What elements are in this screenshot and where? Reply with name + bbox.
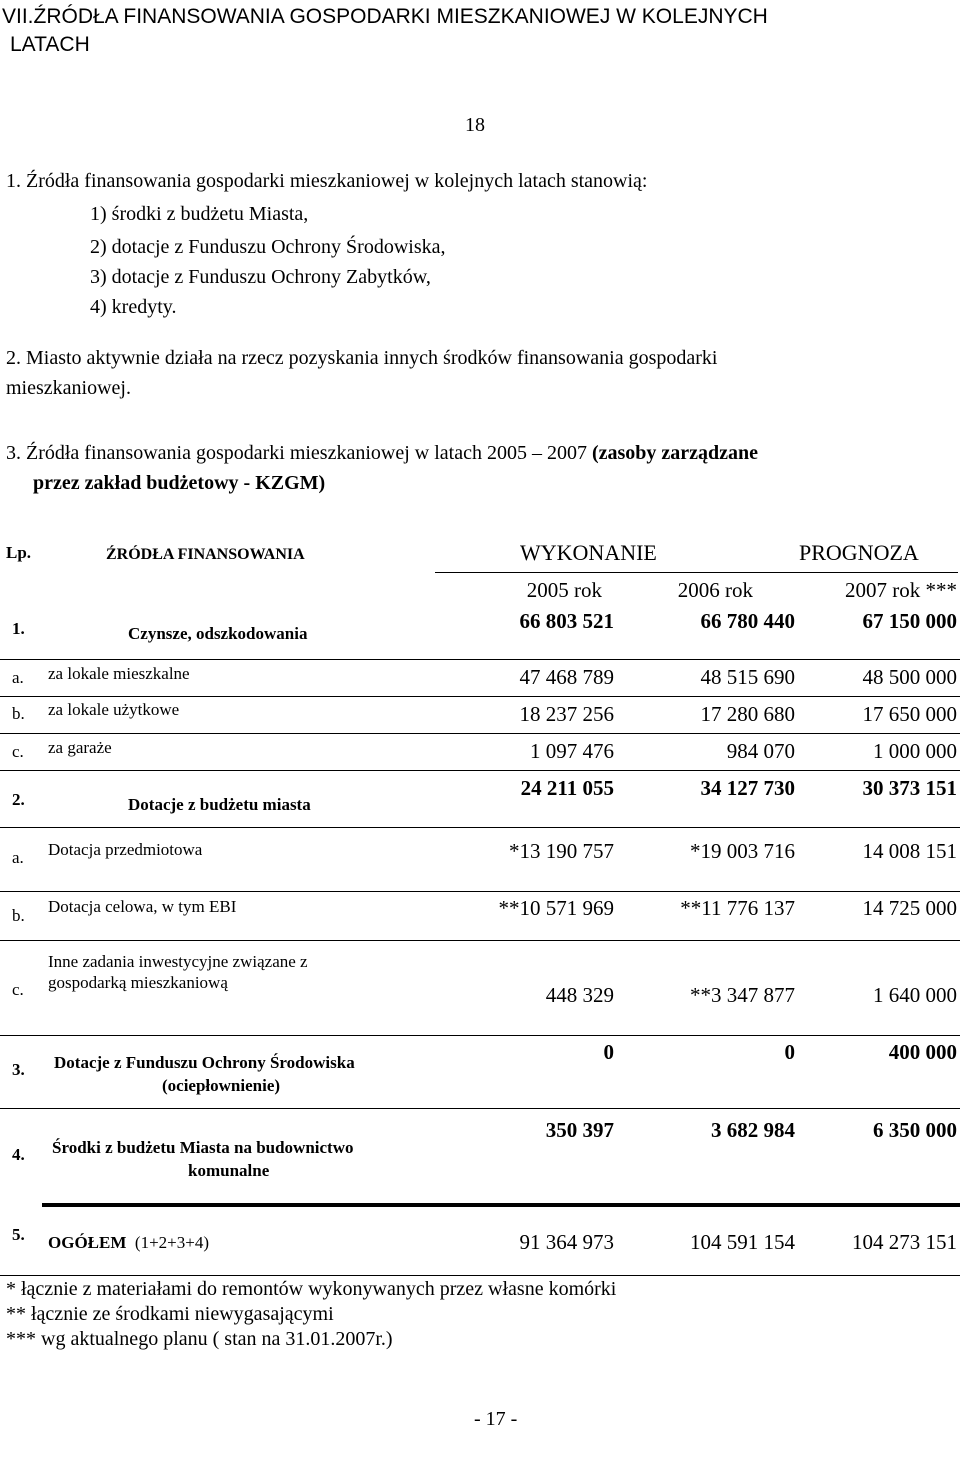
row2a-divider [0,891,960,892]
row2a-lp: a. [12,848,24,867]
row5-2006: 104 591 154 [690,1230,795,1254]
row2b-2007: 14 725 000 [862,896,957,920]
row1b-lp: b. [12,704,25,723]
row2c-2005: 448 329 [545,983,614,1007]
row3-label-line1: Dotacje z Funduszu Ochrony Środowiska [54,1053,355,1072]
point3-bold: (zasoby zarządzane [591,442,759,464]
row4-2006: 3 682 984 [711,1118,795,1142]
row1a-label: za lokale mieszkalne [48,664,190,683]
row3-divider [0,1108,960,1109]
row3-label-line2: (ociepłownienie) [162,1076,281,1095]
row1-divider [0,659,960,660]
row2a-label: Dotacja przedmiotowa [48,840,203,859]
point2-line1: 2. Miasto aktywnie działa na rzecz pozyskania innych środków finansowania gospodarki [6,347,718,369]
section-title-line1: VII.ŹRÓDŁA FINANSOWANIA GOSPODARKI MIESZKANIOWEJ W KOLEJNYCH [2,5,768,28]
point2-line2: mieszkaniowej. [6,377,131,399]
row1a-2006: 48 515 690 [700,665,795,689]
row1c-label: za garaże [48,738,112,757]
row2-2005: 24 211 055 [520,776,614,800]
page-marker: 18 [465,114,485,136]
row4-2007: 6 350 000 [873,1118,957,1142]
row1c-divider [0,770,960,771]
row5-2007: 104 273 151 [852,1230,957,1254]
footnote-3: *** wg aktualnego planu ( stan na 31.01.2007r.) [6,1328,393,1350]
row1a-lp: a. [12,668,24,687]
row1-label: Czynsze, odszkodowania [128,624,308,643]
row4-label-line2: komunalne [188,1161,270,1180]
row2b-2005: **10 571 969 [498,896,614,920]
header-lp: Lp. [6,543,32,562]
total-suffix: (1+2+3+4) [134,1233,209,1252]
header-year-2005: 2005 rok [526,578,602,602]
row2c-label-line2: gospodarką mieszkaniową [48,973,228,992]
section-title-line2: LATACH [10,33,90,56]
row1b-2007: 17 650 000 [862,702,957,726]
header-divider [435,572,958,573]
row3-2005: 0 [603,1040,614,1064]
point1-item-3: 3) dotacje z Funduszu Ochrony Zabytków, [90,266,431,288]
header-source: ŹRÓDŁA FINANSOWANIA [106,546,305,563]
row1b-2006: 17 280 680 [700,702,795,726]
point1-text: 1. Źródła finansowania gospodarki mieszkaniowej w kolejnych latach stanowią: [6,170,648,192]
row2-2007: 30 373 151 [862,776,957,800]
header-year-2006: 2006 rok [677,578,753,602]
point3-line2: przez zakład budżetowy - KZGM) [33,472,326,494]
row1b-label: za lokale użytkowe [48,700,180,719]
row2-2006: 34 127 730 [700,776,795,800]
point1-item-2: 2) dotacje z Funduszu Ochrony Środowiska, [90,236,446,258]
row2b-divider [0,940,960,941]
header-forecast: PROGNOZA [799,540,919,565]
row1b-divider [0,733,960,734]
row3-2006: 0 [784,1040,795,1064]
row1c-lp: c. [12,742,24,761]
row1a-divider [0,696,960,697]
row2c-divider [0,1035,960,1036]
point1-item-4: 4) kredyty. [90,296,177,318]
footnote-2: ** łącznie ze środkami niewygasającymi [6,1303,334,1325]
row2-divider [0,827,960,828]
row2-label: Dotacje z budżetu miasta [128,795,311,814]
row1c-2006: 984 070 [726,739,795,763]
header-execution: WYKONANIE [520,540,657,565]
row1-2006: 66 780 440 [700,609,795,633]
row2c-lp: c. [12,980,24,999]
row1-lp: 1. [12,619,25,638]
row1a-2005: 47 468 789 [519,665,614,689]
row4-lp: 4. [12,1145,25,1164]
point3-line1 [6,442,758,465]
footnote-1: * łącznie z materiałami do remontów wykonywanych przez własne komórki [6,1278,617,1300]
row2b-label: Dotacja celowa, w tym EBI [48,897,237,916]
row2b-2006: **11 776 137 [680,896,795,920]
total-label: OGÓŁEM [48,1233,127,1252]
row4-label-line1: Środki z budżetu Miasta na budownictwo [52,1138,354,1157]
row1c-2005: 1 097 476 [530,739,614,763]
row2c-2007: 1 640 000 [873,983,957,1007]
row2b-lp: b. [12,906,25,925]
row3-lp: 3. [12,1060,25,1079]
row5-label [48,1233,209,1253]
row2c-label-line1: Inne zadania inwestycyjne związane z [48,952,308,971]
row1b-2005: 18 237 256 [519,702,614,726]
point3-normal: 3. Źródła finansowania gospodarki mieszkaniowej w latach 2005 – 2007 [6,442,592,464]
row1-2007: 67 150 000 [862,609,957,633]
row5-2005: 91 364 973 [519,1230,614,1254]
row2a-2007: 14 008 151 [862,839,957,863]
total-divider [42,1203,960,1207]
row2c-2006: **3 347 877 [690,983,795,1007]
header-year-2007: 2007 rok *** [845,578,957,602]
page-number: - 17 - [474,1408,518,1430]
row2a-2006: *19 003 716 [690,839,795,863]
row1a-2007: 48 500 000 [862,665,957,689]
row3-2007: 400 000 [888,1040,957,1064]
row4-2005: 350 397 [545,1118,614,1142]
table-bottom-border [0,1275,960,1276]
row5-lp: 5. [12,1225,25,1244]
row1-2005: 66 803 521 [519,609,614,633]
row2-lp: 2. [12,790,25,809]
point1-item-1: 1) środki z budżetu Miasta, [90,203,309,225]
row1c-2007: 1 000 000 [873,739,957,763]
row2a-2005: *13 190 757 [509,839,614,863]
